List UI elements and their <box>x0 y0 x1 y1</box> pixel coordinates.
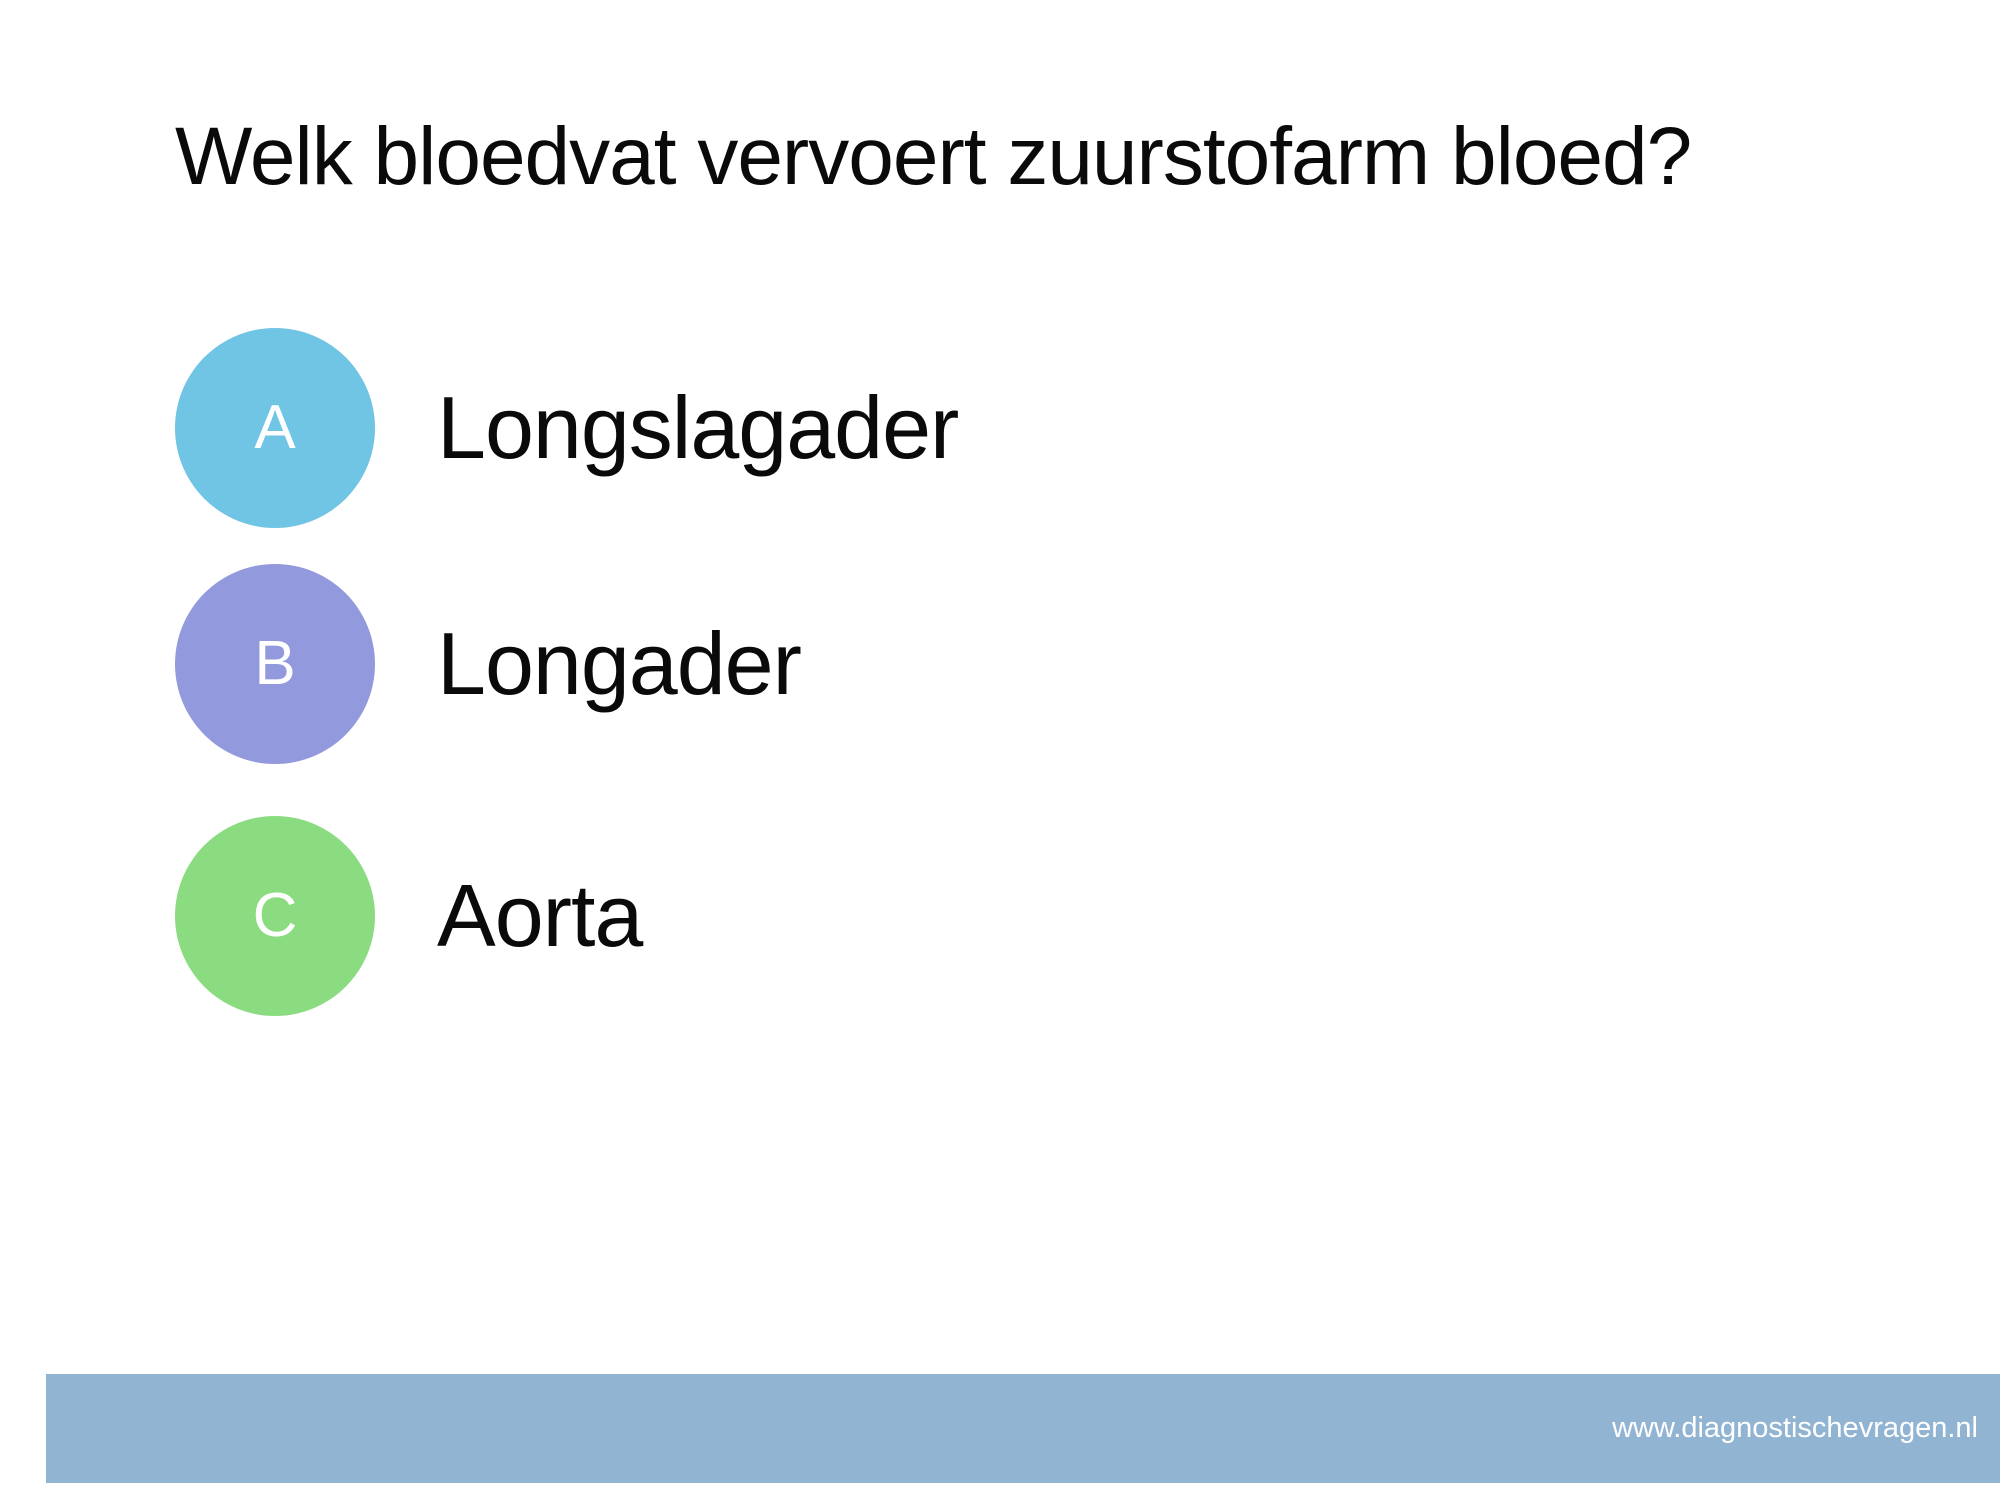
answer-option-b[interactable] <box>175 564 801 764</box>
option-b-letter: B <box>254 629 296 698</box>
footer-url: www.diagnostischevragen.nl <box>1612 1412 1978 1444</box>
answer-option-c[interactable] <box>175 816 642 1016</box>
answer-option-a[interactable] <box>175 328 958 528</box>
footer-bar <box>46 1374 2000 1483</box>
option-c-letter: C <box>252 881 298 950</box>
question-title: Welk bloedvat vervoert zuurstofarm bloed? <box>175 111 1692 202</box>
option-c-letter-badge <box>175 816 375 1016</box>
option-c-label: Aorta <box>437 866 643 965</box>
option-b-label: Longader <box>437 614 801 713</box>
option-b-letter-badge <box>175 564 375 764</box>
option-a-letter-badge <box>175 328 375 528</box>
option-a-letter: A <box>254 393 296 462</box>
option-a-label: Longslagader <box>437 378 959 477</box>
